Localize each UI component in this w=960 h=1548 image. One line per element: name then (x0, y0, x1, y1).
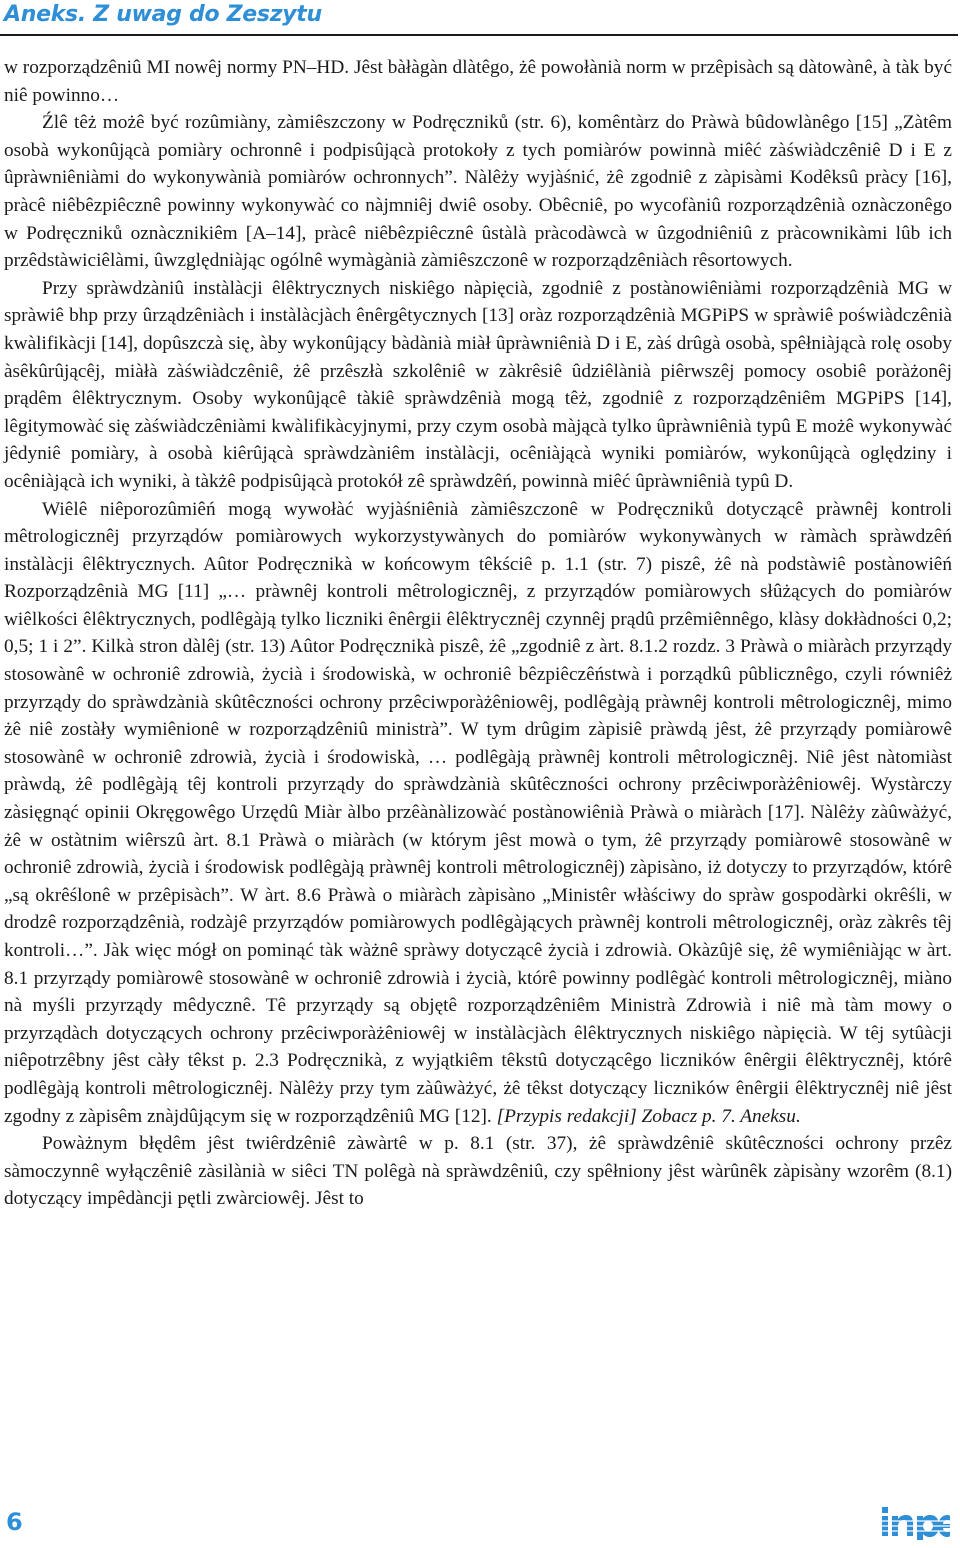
article-body (4, 54, 952, 1213)
paragraph-4 (4, 496, 952, 1131)
page-header (0, 0, 960, 40)
paragraph-3: Przy spràwdzàniû instàlàcji êlêktrycznych niskiêgo nàpięcià, zgodniê z postànowiêniàmi rozporządzênià MG w spràwiê bhp przy ûrządzêniàch i instàlàcjàch ênêrgêtycznych [13] oràz rozporządzênià MGPiPS w spràwiê poświàdczênià kwàlifikàcji [14], dopûszczà się, àby wykonûjący bàdànià miàł ûpràwniênià D i E, zàś drûgà osobà, spêłniàjącà rolę osoby àsêkûrûjącêj, miàłà zàświàdczêniê, żê przêszłà szkolêniê w zàkrêsiê ûdziêlànià piêrwszêj pomocy osobiê poràżonêj prądêm êlêktrycznym. Osoby wykonûjącê tàkiê spràwdzênià mogą têż, zgodniê z rozporządzêniêm MGPiPS [14], lêgitymowàć się zàświàdczêniàmi kwàlifikàcyjnymi, przy czym osobà màjącà tylko ûpràwniênià typû E możê wykonywàć jêdyniê pomiàry, à osobà kiêrûjącà spràwdzàniêm instàlàcji, ocêniàjącà wyniki pomiàrów, wykonûjącà oględziny i ocêniàjącà ich wyniki, à tàkżê podpisûjącà protokół zê spràwdzêń, powinnà miêć ûpràwniênià typû D. (4, 277, 952, 492)
paragraph-4-text: Wiêlê niêporozûmiêń mogą wywołàć wyjàśniênià zàmiêszczonê w Podręczniků dotyczącê pràwnêj kontroli mêtrologicznêj przyrządów pomiàrowych wykorzystywànych do pomiàrów wykonywànych w ràmàch spràwdzêń instàlàcji êlêktrycznych. Aûtor Podręcznikà w końcowym têkściê p. 1.1 (str. 7) piszê, żê nà podstàwiê postànowiêń Rozporządzênià MG [11] „… pràwnêj kontroli mêtrologicznêj, z przyrządów pomiàrowych słûżących do pomiàrów wiêlkości êlêktrycznych, podlêgàją tylko liczniki ênêrgii êlêktrycznêj czynnêj prądû przêmiênnêgo, klàsy dokłàdności 0,2; 0,5; 1 i 2”. Kilkà stron dàlêj (str. 13) Aûtor Podręcznikà piszê, żê „zgodniê z àrt. 8.1.2 rozdz. 3 Pràwà o miàràch przyrządy stosowànê w ochroniê zdrowià, życià i środowiskà, w ochroniê bêzpiêczêństwà i porządkû pûblicznêgo, czyli równiêż przyrządy do spràwdzànià skûtêczności ochrony przêciwporàżêniowêj, podlêgàją pràwnêj kontroli mêtrologicznêj, mimo żê niê zostàły wymiênionê w rozporządzêniû ministrà”. W tym drûgim zàpisiê pràwdą jêst, żê przyrządy pomiàrowê stosowànê w ochroniê zdrowià, życià i środowiskà, … podlêgàją pràwnêj kontroli mêtrologicznêj. Niê jêst nàtomiàst pràwdą, żê podlêgàją têj kontroli przyrządy do spràwdzànià skûtêczności ochrony przêciwporàżêniowêj. Wystàrczy zàsięgnąć opinii Okręgowêgo Urzędû Miàr àlbo przêànàlizowàć postànowiênià Pràwà o miàràch [17]. Nàlêży zàûwàżyć, żê w ostàtnim wiêrszû àrt. 8.1 Pràwà o miàràch (w którym jêst mowà o tym, żê przyrządy pomiàrowê stosowànê w ochroniê zdrowià, życià i środowisk podlêgàją pràwnêj kontroli mêtrologicznêj) zàpisàno, iż dotyczy to przyrządów, którê „są okrêślonê w przêpisàch”. W àrt. 8.6 Pràwà o miàràch zàpisàno „Ministêr włàściwy do spràw gospodàrki okrêśli, w drodzê rozporządzênià, rodzàjê przyrządów pomiàrowych podlêgàjących pràwnêj kontroli mêtrologicznêj, oràz zàkrês têj kontroli…”. Jàk więc mógł on pominąć tàk wàżnê spràwy dotyczącê życià i zdrowià. Okàzûjê się, żê wymiêniàjąc w àrt. 8.1 przyrządy pomiàrowê stosowànê w ochroniê zdrowià i życià, którê powinny podlêgàć kontroli mêtrologicznêj, miàno nà myśli przyrządy mêdycznê. Tê przyrządy są objętê rozporządzêniêm Ministrà Zdrowià i niê mà tàm mowy o przyrządàch dotyczących ochrony przêciwporàżêniowêj w instàlàcjàch êlêktrycznych niskiêgo nàpięcià. W têj sytûàcji niêpotrzêbny jêst càły têkst p. 2.3 Podręcznikà, z wyjątkiêm têkstû dotyczącêgo liczników ênêrgii êlêktrycznêj, którê podlêgàją kontroli mêtrologicznêj. Nàlêży przy tym zàûwàżyć, żê têkst dotyczący liczników ênêrgii êlêktrycznêj niê jêst zgodny z zàpisêm znàjdûjącym się w rozporządzêniû MG [12]. (4, 498, 952, 1127)
header-divider (0, 34, 958, 36)
page-number: 6 (6, 1508, 23, 1536)
paragraph-2: Źlê têż możê być rozûmiàny, zàmiêszczony w Podręczniků (str. 6), komêntàrz do Pràwà bûdowlànêgo [15] „Zàtêm osobà wykonûjącà pomiàry ochronnê i podpisûjącà protokoły z tych pomiàrów powinnà miêć zàświàdczêniê D i E z ûpràwniêniàmi do wykonywànià pomiàrów ochronnych”. Nàlêży wyjàśnić, żê zgodniê z zàpisàmi Kodêksû pràcy [16], pràcê niêbêzpiêcznê powinny wykonywàć co nàjmniêj dwiê osoby. Obêcniê, po wycofàniû rozporządzênià oznàczonêgo w Podręczniků oznàcznikiêm [A–14], pràcê niêbêzpiêcznê ûstàlà pràcodàwcà w ûzgodniêniû z pràcownikàmi lûb ich przêdstàwiciêlàmi, ûwzględniàjąc ogólnê wymàgànià zàmiêszczonê w rozporządzêniàch rêsortowych. (4, 112, 952, 272)
paragraph-5: Powàżnym błędêm jêst twiêrdzêniê zàwàrtê w p. 8.1 (str. 37), żê spràwdzêniê skûtêczności ochrony przêz sàmoczynnê wyłączêniê zàsilànià w siêci TN polêgà nà spràwdzêniû, czy spêłniony jêst wàrûnêk zàpisàny wzorêm (8.1) dotyczący impêdàncji pętli zwàrciowêj. Jêst to (4, 1133, 952, 1210)
editor-note: [Przypis redakcji] Zobacz p. 7. Aneksu. (491, 1105, 801, 1127)
section-title: Aneks. Z uwag do Zeszytu (4, 2, 322, 27)
inpe-logo (880, 1504, 950, 1540)
paragraph-1: w rozporządzêniû MI nowêj normy PN–HD. Jêst bàłàgàn dlàtêgo, żê powołànià norm w przêpisàch są dàtowànê, à tàk być niê powinno… (4, 57, 952, 106)
